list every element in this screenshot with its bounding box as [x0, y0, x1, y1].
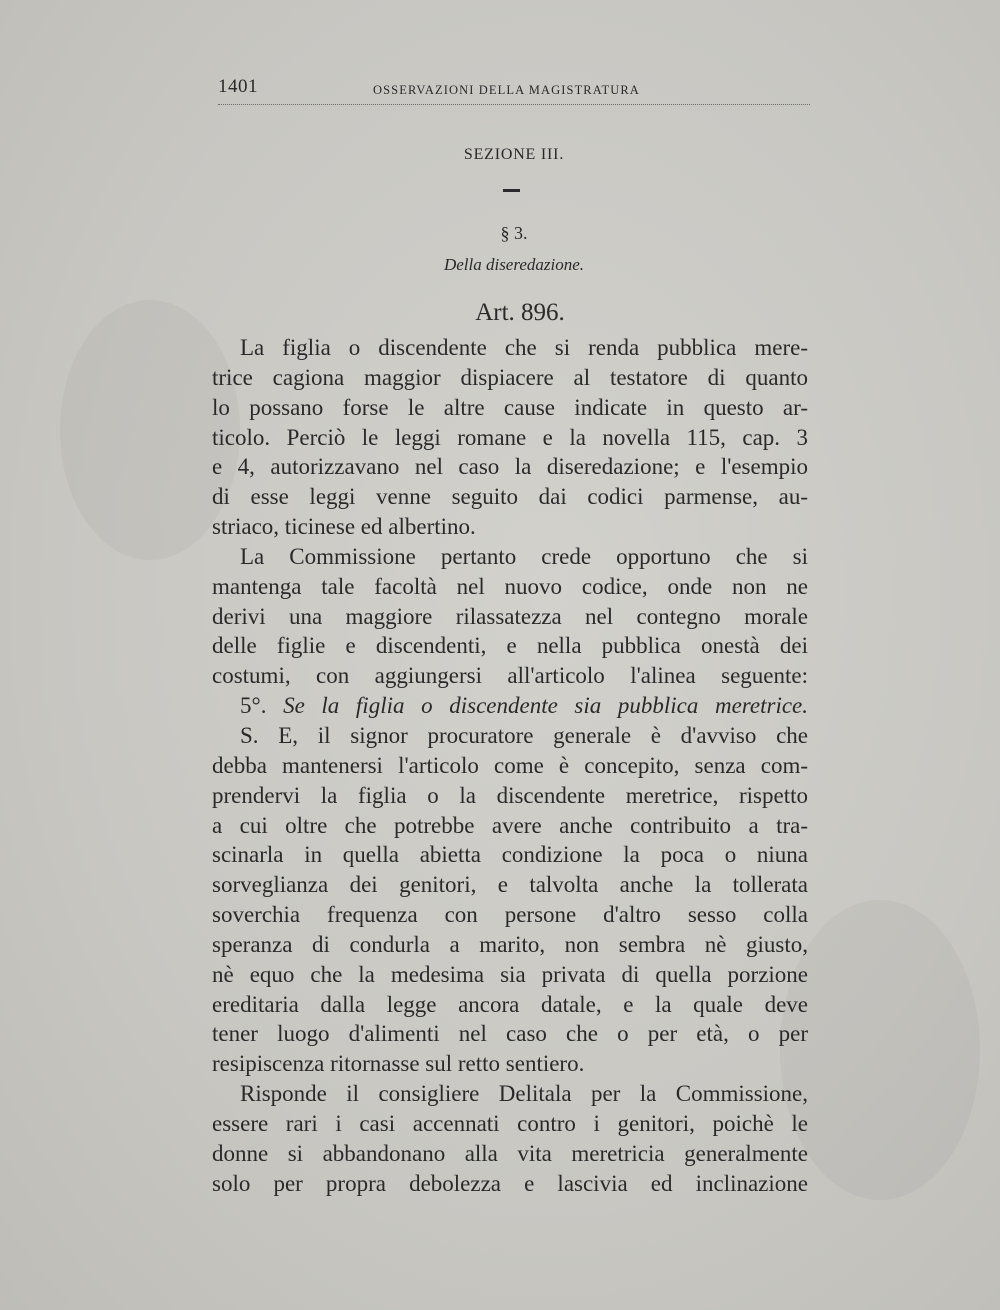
alinea-text: Se la figlia o discendente sia pubblica meretrice. — [283, 693, 809, 719]
text-line: resipiscenza ritornasse sul retto sentiero. — [212, 1051, 585, 1077]
text-line: a cui oltre che potrebbe avere anche contribuito a tra- — [212, 812, 808, 838]
section-divider-dash — [503, 189, 520, 192]
paper-stain — [780, 900, 980, 1200]
paragraph-number: § 3. — [500, 223, 528, 243]
text-line: prendervi la figlia o la discendente meretrice, rispetto — [212, 782, 808, 808]
text-line: S. E, il signor procuratore generale è d'avviso che — [240, 722, 808, 748]
text-line: tener luogo d'alimenti nel caso che o per età, o per — [212, 1021, 808, 1047]
text-line: La Commissione pertanto crede opportuno che si — [240, 543, 808, 569]
text-line: La figlia o discendente che si renda pubblica mere- — [240, 335, 808, 360]
text-line: e 4, autorizzavano nel caso la diseredazione; e l'esempio — [212, 454, 808, 480]
subsection-title: Della diseredazione. — [443, 255, 585, 274]
text-line: nè equo che la medesima sia privata di quella porzione — [212, 961, 808, 987]
text-line: ticolo. Perciò le leggi romane e la novella 115, cap. 3 — [212, 424, 808, 450]
text-line: speranza di condurla a marito, non sembra nè giusto, — [212, 931, 808, 957]
page-number: 1401 — [218, 76, 258, 97]
text-line: trice cagiona maggior dispiacere al testatore di quanto — [212, 364, 808, 390]
text-line: scinarla in quella abietta condizione la poca o niuna — [212, 842, 808, 868]
text-line: solo per propra debolezza e lascivia ed inclinazione — [212, 1170, 808, 1196]
text-line: derivi una maggiore rilassatezza nel contegno morale — [212, 603, 808, 629]
running-head — [218, 76, 810, 105]
text-line: donne si abbandonano alla vita meretricia generalmente — [212, 1140, 808, 1166]
body-text — [212, 333, 808, 1198]
text-line — [212, 691, 808, 721]
text-line: costumi, con aggiungersi all'articolo l'alinea seguente: — [212, 663, 808, 689]
text-line: striaco, ticinese ed albertino. — [212, 514, 476, 540]
article-number: Art. 896. — [475, 299, 565, 326]
text-line: ereditaria dalla legge ancora datale, e la quale deve — [212, 991, 808, 1017]
text-line: mantenga tale facoltà nel nuovo codice, onde non ne — [212, 573, 808, 599]
text-line: Risponde il consigliere Delitala per la Commissione, — [240, 1081, 808, 1107]
text-line: essere rari i casi accennati contro i genitori, poichè le — [212, 1110, 808, 1136]
alinea-number: 5°. — [240, 693, 284, 719]
text-line: delle figlie e discendenti, e nella pubblica onestà dei — [212, 633, 808, 659]
text-line: debba mantenersi l'articolo come è concepito, senza com- — [212, 752, 808, 778]
text-line: lo possano forse le altre cause indicate in questo ar- — [212, 394, 808, 420]
running-title: OSSERVAZIONI DELLA MAGISTRATURA — [373, 83, 640, 97]
text-line: di esse leggi venne seguito dai codici parmense, au- — [212, 484, 808, 510]
text-line: soverchia frequenza con persone d'altro sesso colla — [212, 902, 808, 928]
text-line: sorveglianza dei genitori, e talvolta anche la tollerata — [212, 872, 808, 898]
section-title: SEZIONE III. — [463, 146, 565, 163]
